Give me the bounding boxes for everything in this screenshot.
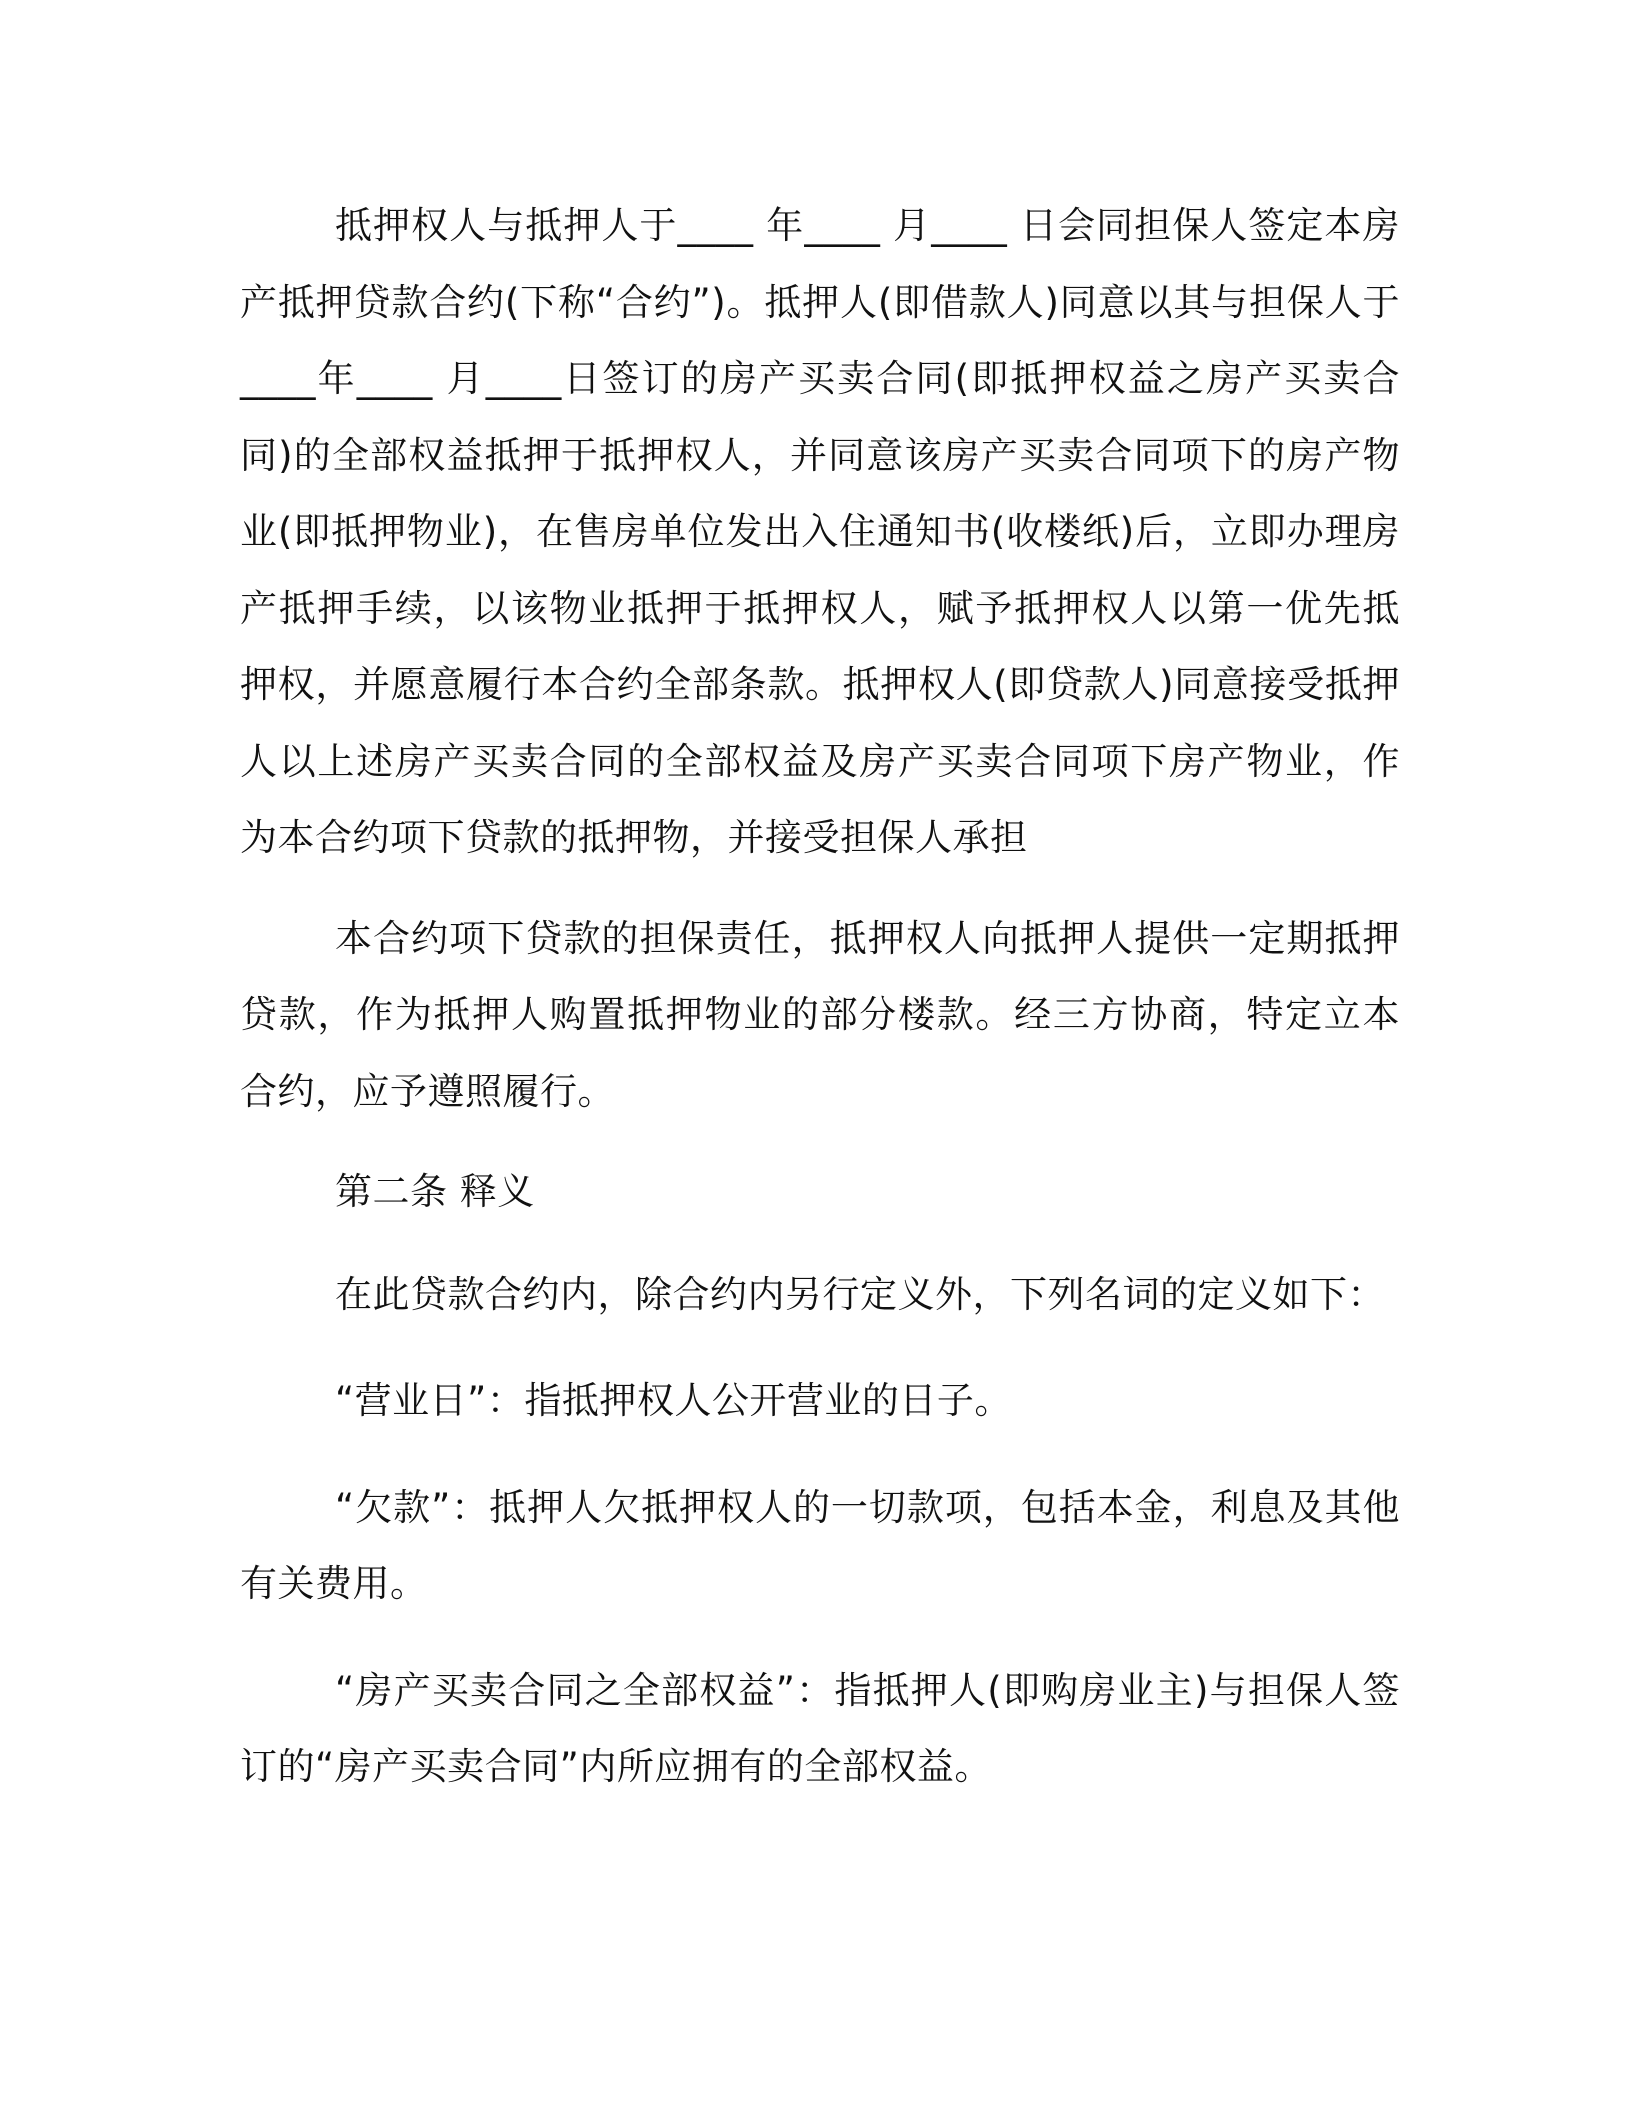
- definition-debt: “欠款”：抵押人欠抵押权人的一切款项，包括本金，利息及其他有关费用。: [240, 1485, 1400, 1605]
- definition-business-day: “营业日”：指抵押权人公开营业的日子。: [335, 1379, 1012, 1422]
- paragraph-guarantee: 本合约项下贷款的担保责任，抵押权人向抵押人提供一定期抵押贷款，作为抵押人购置抵押物业的部分楼款。经三方协商，特定立本合约，应予遵照履行。: [240, 916, 1400, 1113]
- definition-contract-rights: “房产买卖合同之全部权益”：指抵押人(即购房业主)与担保人签订的“房产买卖合同”内所应拥有的全部权益。: [240, 1668, 1400, 1788]
- paragraph-preamble: 抵押权人与抵押人于____ 年____ 月____ 日会同担保人签定本房产抵押贷款合约(下称“合约”)。抵押人(即借款人)同意以其与担保人于____年____ 月____日签订的房产买卖合同(即抵押权益之房产买卖合同)的全部权益抵押于抵押权人，并同意该房产买卖合同项下的房产物业(即抵押物业)，在售房单位发出入住通知书(收楼纸)后，立即办理房产抵押手续，以该物业抵押于抵押权人，赋予抵押权人以第一优先抵押权，并愿意履行本合约全部条款。抵押权人(即贷款人)同意接受抵押人以上述房产买卖合同的全部权益及房产买卖合同项下房产物业，作为本合约项下贷款的抵押物，并接受担保人承担: [240, 204, 1400, 859]
- article-heading: 第二条 释义: [335, 1170, 535, 1213]
- document-body: [240, 188, 1400, 1806]
- paragraph-definitions-intro: 在此贷款合约内，除合约内另行定义外，下列名词的定义如下：: [335, 1272, 1385, 1316]
